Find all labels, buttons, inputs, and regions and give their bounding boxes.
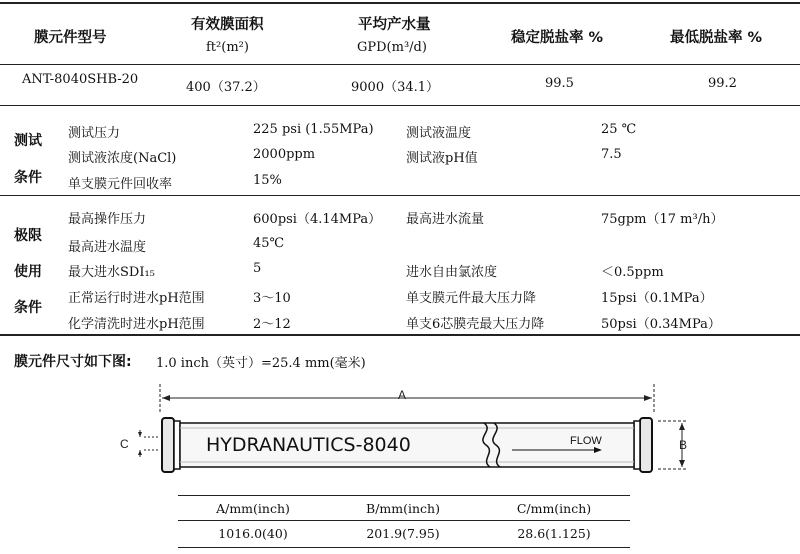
test-value: 225 psi (1.55MPa) (253, 122, 374, 137)
dim-table-top-rule (178, 495, 630, 496)
top-rule (0, 2, 800, 4)
bottom-rule (0, 334, 800, 336)
header-area: 有效膜面积 (191, 17, 264, 33)
flow-label: FLOW (570, 435, 602, 447)
dim-header-b: B/mm(inch) (366, 501, 440, 516)
limit-label: 最高进水温度 (68, 240, 147, 255)
limit-label: 化学清洗时进水pH范围 (68, 317, 205, 332)
test-group-label-1: 测试 (14, 133, 42, 149)
dim-header-c: C/mm(inch) (516, 501, 592, 516)
limit-label: 正常运行时进水pH范围 (68, 291, 205, 306)
test-value: 7.5 (601, 147, 622, 162)
spec-flow: 9000（34.1） (351, 80, 440, 95)
limit-value: 50psi（0.34MPa） (601, 317, 721, 332)
limit-label: 最高操作压力 (68, 212, 147, 227)
dimensions-note: 1.0 inch（英寸）=25.4 mm(毫米) (156, 356, 366, 371)
limit-group-label-2: 使用 (14, 264, 42, 280)
limit-label: 进水自由氯浓度 (406, 265, 498, 280)
header-model: 膜元件型号 (34, 30, 107, 46)
limit-label: 单支膜元件最大压力降 (406, 291, 537, 306)
spec-stable-rejection: 99.5 (545, 76, 574, 91)
dim-value-b: 201.9(7.95) (366, 526, 440, 541)
test-label: 测试液浓度(NaCl) (68, 151, 177, 166)
limit-value: ＜0.5ppm (601, 265, 664, 280)
test-group-label-2: 条件 (14, 170, 42, 186)
dimension-a-label: A (398, 388, 407, 402)
header-stable-rejection: 稳定脱盐率 % (511, 30, 604, 46)
dimensions-title: 膜元件尺寸如下图: (14, 354, 132, 370)
limit-value: 600psi（4.14MPa） (253, 212, 382, 227)
limit-group-label-3: 条件 (14, 300, 42, 316)
spec-area: 400（37.2） (186, 80, 266, 95)
limit-label: 最大进水SDI₁₅ (68, 265, 155, 280)
spec-model: ANT-8040SHB-20 (22, 72, 139, 87)
dim-table-mid-rule (178, 520, 630, 521)
header-rule (0, 64, 800, 65)
header-area-unit: ft²(m²) (206, 40, 249, 55)
limit-value: 5 (253, 261, 262, 276)
limit-label: 单支6芯膜壳最大压力降 (406, 317, 545, 332)
limit-group-label-1: 极限 (14, 228, 42, 244)
dimension-b-label: B (679, 438, 688, 452)
header-min-rejection: 最低脱盐率 % (670, 30, 763, 46)
limit-value: 15psi（0.1MPa） (601, 291, 713, 306)
test-label: 测试压力 (68, 126, 121, 141)
limit-value: 75gpm（17 m³/h） (601, 212, 724, 227)
section-rule (0, 195, 800, 196)
limit-label: 最高进水流量 (406, 212, 485, 227)
test-value: 25 ℃ (601, 122, 637, 137)
limit-value: 45℃ (253, 236, 285, 251)
test-label: 单支膜元件回收率 (68, 177, 173, 192)
header-flow-unit: GPD(m³/d) (357, 40, 427, 55)
limit-value: 3～10 (253, 291, 291, 306)
limit-value: 2～12 (253, 317, 291, 332)
brand-label: HYDRANAUTICS-8040 (206, 434, 411, 456)
header-flow: 平均产水量 (358, 17, 431, 33)
dim-header-a: A/mm(inch) (216, 501, 290, 516)
dim-table-bottom-rule (178, 547, 630, 548)
dim-value-c: 28.6(1.125) (517, 526, 591, 541)
test-label: 测试液温度 (406, 126, 472, 141)
dim-value-a: 1016.0(40) (218, 526, 288, 541)
dimension-c-label: C (120, 437, 129, 451)
test-label: 测试液pH值 (406, 151, 478, 166)
row-rule (0, 105, 800, 106)
spec-min-rejection: 99.2 (708, 76, 737, 91)
test-value: 15% (253, 173, 282, 188)
membrane-diagram (110, 378, 710, 486)
test-value: 2000ppm (253, 147, 316, 162)
